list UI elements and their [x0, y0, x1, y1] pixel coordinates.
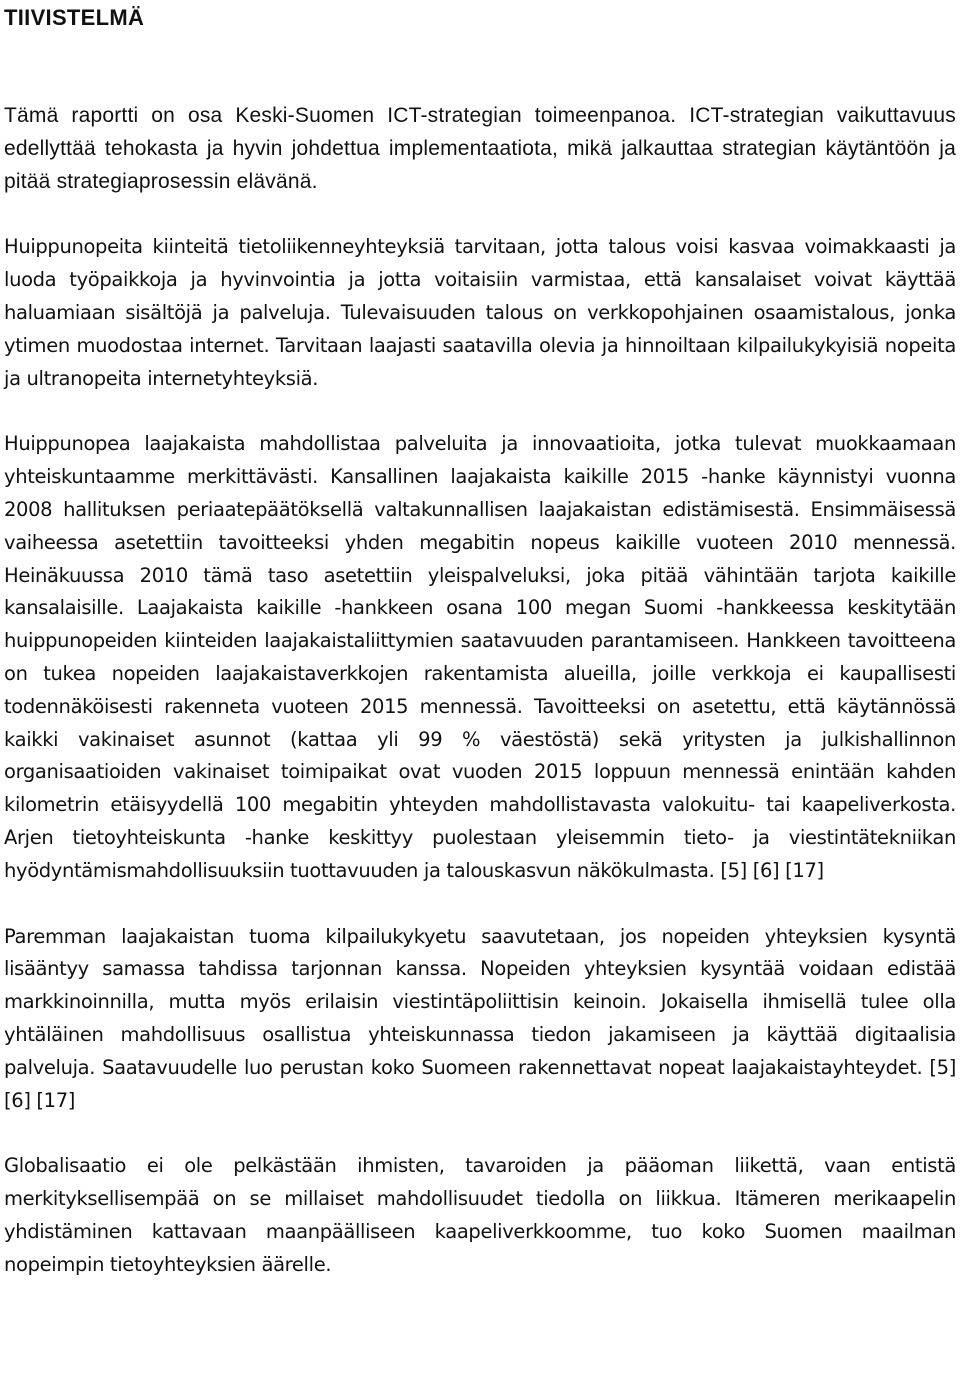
- document-page: [4, 0, 956, 1282]
- paragraph-intro: Tämä raportti on osa Keski-Suomen ICT-strategian toimeenpanoa. ICT-strategian vaikuttavuus edellyttää tehokasta ja hyvin johdettua implementaatiota, mikä jalkauttaa strategian käytäntöön ja pitää strategiaprosessin elävänä.: [4, 104, 956, 193]
- paragraph-globalisation: Globalisaatio ei ole pelkästään ihmisten, tavaroiden ja pääoman liikettä, vaan entistä merkityksellisempää on se millaiset mahdollisuudet tiedolla on liikkua. Itämeren merikaapelin yhdistäminen kattavaan maanpäälliseen kaapeliverkkoomme, tuo koko Suomen maailman nopeimpin tietoyhteyksien äärelle.: [4, 1154, 956, 1276]
- paragraph-broadband: Huippunopea laajakaista mahdollistaa palveluita ja innovaatioita, jotka tulevat muokkaamaan yhteiskuntaamme merkittävästi. Kansallinen laajakaista kaikille 2015 -hanke käynnistyi vuonna 2008 hallituksen periaatepäätöksellä valtakunnallisen laajakaistan edistämisestä. Ensimmäisessä vaiheessa asetettiin tavoitteeksi yhden megabitin nopeus kaikille vuoteen 2010 mennessä. Heinäkuussa 2010 tämä taso asetettiin yleispalveluksi, joka pitää vähintään tarjota kaikille kansalaisille. Laajakaista kaikille -hankkeen osana 100 megan Suomi -hankkeessa keskitytään huippunopeiden kiinteiden laajakaistaliittymien saatavuuden parantamiseen. Hankkeen tavoitteena on tukea nopeiden laajakaistaverkkojen rakentamista alueilla, joille verkkoja ei kaupallisesti todennäköisesti rakenneta vuoteen 2015 mennessä. Tavoitteeksi on asetettu, että käytännössä kaikki vakinaiset asunnot (kattaa yli 99 % väestöstä) sekä yritysten ja julkishallinnon organisaatioiden vakinaiset toimipaikat ovat vuoden 2015 loppuun mennessä enintään kahden kilometrin etäisyydellä 100 megabitin yhteyden mahdollistavasta valokuitu- tai kaapeliverkosta. Arjen tietoyhteiskunta -hanke keskittyy puolestaan yleisemmin tieto- ja viestintätekniikan hyödyntämismahdollisuuksiin tuottavuuden ja talouskasvun näkökulmasta. [5] [6] [17]: [4, 432, 956, 882]
- document-heading: TIIVISTELMÄ: [4, 5, 145, 30]
- paragraph-connections: Huippunopeita kiinteitä tietoliikenneyhteyksiä tarvitaan, jotta talous voisi kasvaa voimakkaasti ja luoda työpaikkoja ja hyvinvointia ja jotta voitaisiin varmistaa, että kansalaiset voivat käyttää haluamiaan sisältöjä ja palveluja. Tulevaisuuden talous on verkkopohjainen osaamistalous, jonka ytimen muodostaa internet. Tarvitaan laajasti saatavilla olevia ja hinnoiltaan kilpailukykyisiä nopeita ja ultranopeita internetyhteyksiä.: [4, 235, 956, 390]
- paragraph-competitiveness: Paremman laajakaistan tuoma kilpailukykyetu saavutetaan, jos nopeiden yhteyksien kysyntä lisääntyy samassa tahdissa tarjonnan kanssa. Nopeiden yhteyksien kysyntää voidaan edistää markkinoinnilla, mutta myös erilaisin viestintäpoliittisin keinoin. Jokaisella ihmisellä tulee olla yhtäläinen mahdollisuus osallistua yhteiskunnassa tiedon jakamiseen ja käyttää digitaalisia palveluja. Saatavuudelle luo perustan koko Suomeen rakennettavat nopeat laajakaistayhteydet. [5] [6] [17]: [4, 924, 956, 1112]
